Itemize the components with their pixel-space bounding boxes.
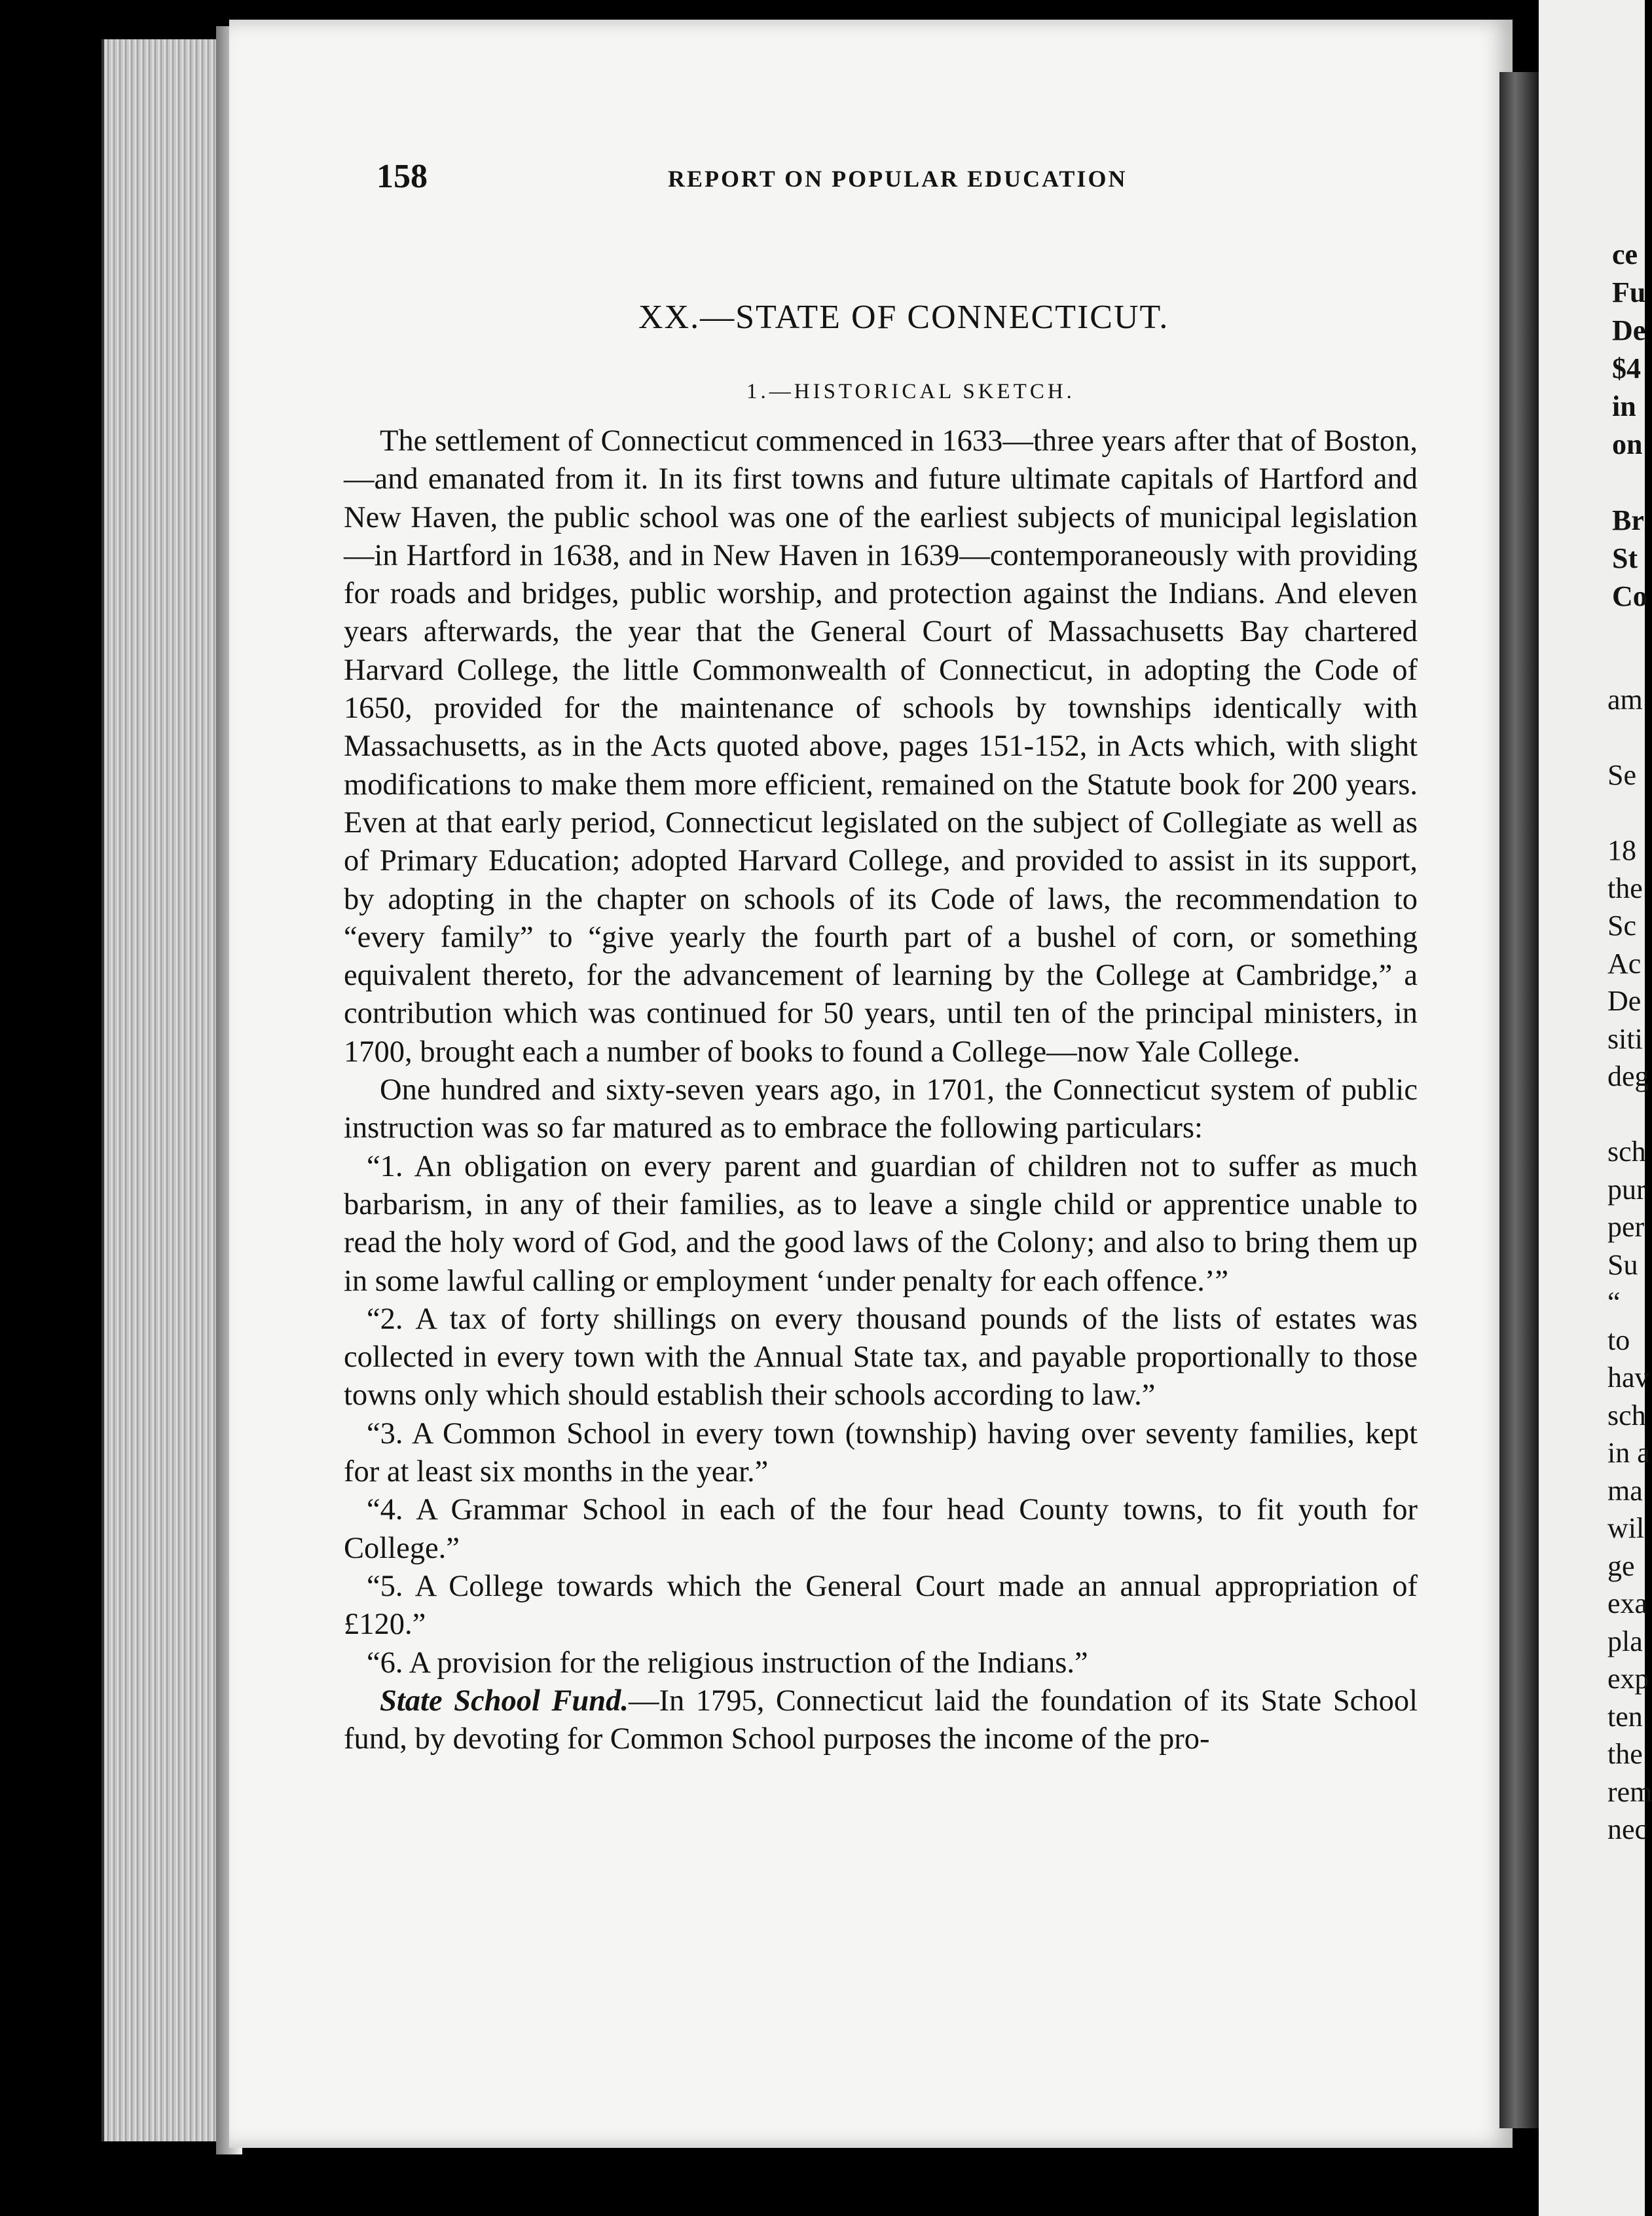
school-fund-text: —In 1795, Connecticut laid the foundation of its State School fund, by devoting for Common School purposes the income of the pro-: [344, 1684, 1418, 1756]
quote-item-1: “1. An obligation on every parent and guardian of children not to suffer as much barbarism, in any of their families, as to leave a single child or apprentice unable to read the holy word of God, and the good laws of the Colony; and also to bring them up in some lawful calling or employment ‘under penalty for each offence.’”: [344, 1149, 1418, 1298]
paragraph-1701-system: One hundred and sixty-seven years ago, in 1701, the Connecticut system of public instruction was so far matured as to embrace the following particulars:: [344, 1073, 1418, 1145]
page-number: 158: [376, 158, 428, 195]
paragraph-school-fund: [344, 1682, 1418, 1759]
section-title: 1.—HISTORICAL SKETCH.: [746, 380, 1075, 403]
book-gutter: [1499, 72, 1539, 2128]
school-fund-heading: State School Fund.: [380, 1684, 629, 1718]
paragraph-settlement: The settlement of Connecticut commenced in 1633—three years after that of Boston,—and emanated from it. In its first towns and future ultimate capitals of Hartford and New Haven, the public school was one of the earliest subjects of municipal legislation—in Hartford in 1638, and in New Haven in 1639—contemporaneously with providing for roads and bridges, public worship, and protection against the Indians. And eleven years afterwards, the year that the General Court of Massachusetts Bay chartered Harvard College, the little Commonwealth of Connecticut, in adopting the Code of 1650, provided for the maintenance of schools by townships identically with Massachusetts, as in the Acts quoted above, pages 151-152, in Acts which, with slight modifications to make them more efficient, remained on the Statute book for 200 years. Even at that early period, Connecticut legislated on the subject of Collegiate as well as of Primary Education; adopted Harvard College, and provided to assist in its support, by adopting in the chapter on schools of its Code of laws, the recommendation to “every family” to “give yearly the fourth part of a bushel of corn, or something equivalent thereto, for the advancement of learning by the College at Cambridge,” a contribution which was continued for 50 years, until ten of the principal ministers, in 1700, brought each a number of books to found a College—now Yale College.: [344, 424, 1418, 1069]
running-title: REPORT ON POPULAR EDUCATION: [668, 166, 1128, 192]
quote-item-3: “3. A Common School in every town (township) having over seventy families, kept for at least six months in the year.”: [344, 1416, 1418, 1489]
facing-page-text-top: ce Fu De $4 in on Br St Co: [1612, 238, 1647, 612]
facing-page-text-bottom: am Se 18 the Sc Ac De siti deg sch pur per Su “ to hav sch in a ma wil ge exa pla exp ten the rem nec: [1607, 684, 1652, 1845]
quote-item-2: “2. A tax of forty shillings on every thousand pounds of the lists of estates was collected in every town with the Annual State tax, and payable proportionally to those towns only which should establish their schools according to law.”: [344, 1302, 1418, 1413]
chapter-title: XX.—STATE OF CONNECTICUT.: [638, 299, 1169, 336]
page-body: [344, 422, 1418, 1758]
book-page-edges: [101, 39, 232, 2141]
quote-item-6: “6. A provision for the religious instruction of the Indians.”: [367, 1646, 1088, 1680]
quote-item-5: “5. A College towards which the General Court made an annual appropriation of £120.”: [344, 1569, 1418, 1642]
quote-item-4: “4. A Grammar School in each of the four head County towns, to fit youth for College.”: [344, 1493, 1418, 1565]
